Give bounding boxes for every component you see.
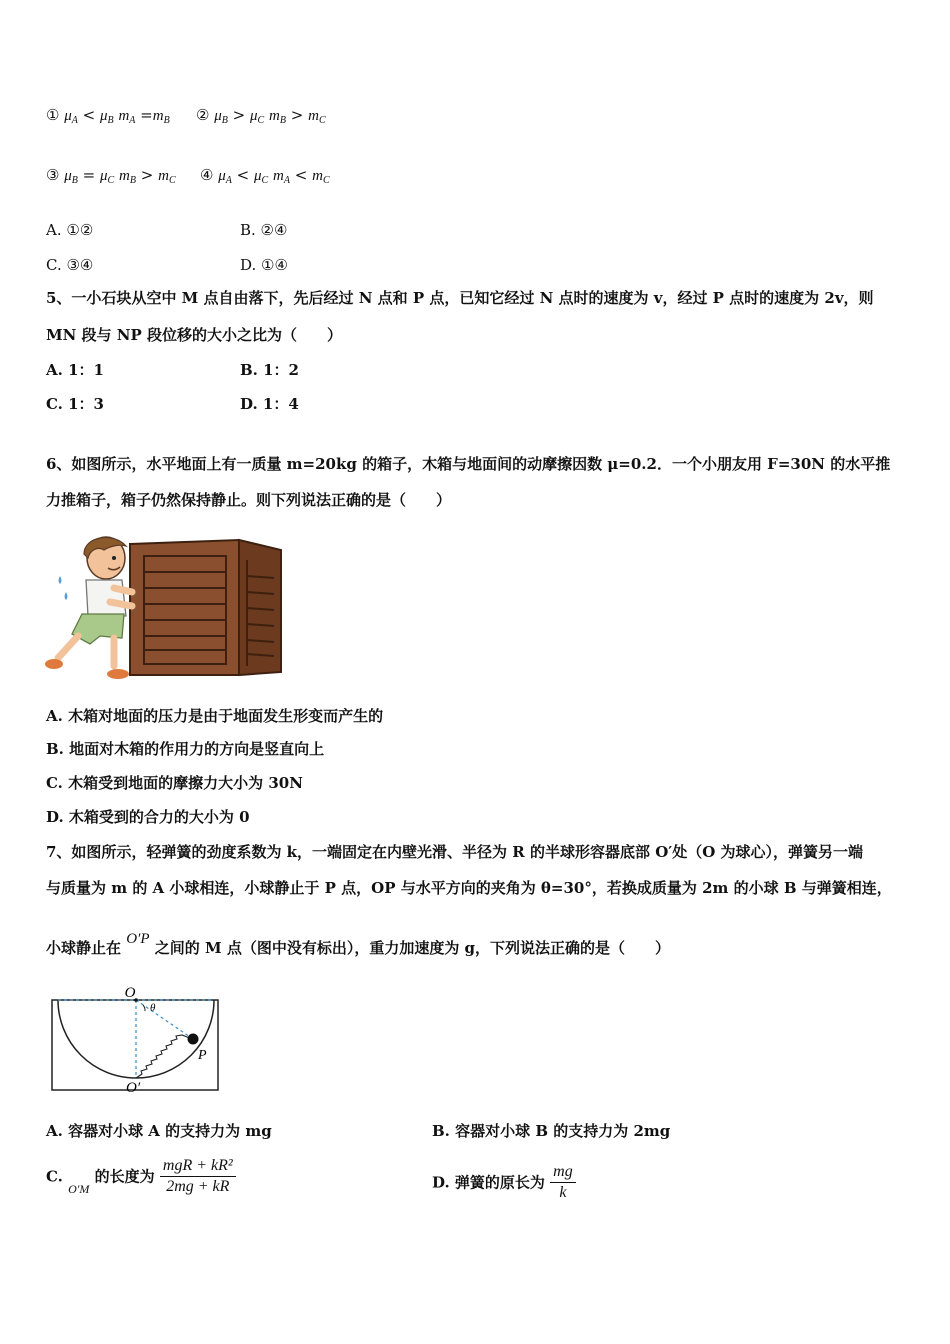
q5-option-a[interactable]: A. 1：1 (46, 361, 104, 379)
q7-option-b[interactable]: B. 容器对小球 B 的支持力为 2mg (432, 1122, 671, 1140)
q7-option-d[interactable]: D. 弹簧的原长为 $\frac{mg}{k}$ (432, 1162, 576, 1203)
label-p: P (198, 1048, 207, 1063)
q6-stem-line-1: 6、如图所示，水平地面上有一质量 m=20kg 的箱子，木箱与地面间的动摩擦因数 μ=0.2．一个小朋友用 F=30N 的水平推 (46, 455, 891, 473)
q6-option-d[interactable]: D. 木箱受到的合力的大小为 0 (46, 808, 250, 826)
label-o-prime: O′ (126, 1080, 141, 1094)
q7-option-c[interactable]: C. $_{O'M}$ 的长度为 $\frac{\text{mgR + kR²}}{2mg + kR}$ (46, 1156, 236, 1197)
q5-option-b[interactable]: B. 1：2 (240, 361, 299, 379)
q4-option-c[interactable]: C. ③④ (46, 256, 94, 274)
bowl-spring-figure (46, 982, 226, 1094)
condition-4: ④ $\mu_A < \mu_C$ $m_A < m_C$ (200, 166, 330, 186)
q4-option-b[interactable]: B. ②④ (240, 221, 288, 239)
q6-option-c[interactable]: C. 木箱受到地面的摩擦力大小为 30N (46, 774, 303, 792)
q7-stem-line-2: 与质量为 m 的 A 小球相连，小球静止于 P 点，OP 与水平方向的夹角为 θ=30°，若换成质量为 2m 的小球 B 与弹簧相连， (46, 879, 892, 897)
condition-mark: ② (196, 106, 210, 124)
q5-option-c[interactable]: C. 1：3 (46, 395, 104, 413)
condition-mark: ③ (46, 166, 60, 184)
q5-stem-line-1: 5、一小石块从空中 M 点自由落下，先后经过 N 点和 P 点，已知它经过 N 点时的速度为 v，经过 P 点时的速度为 2v，则 (46, 289, 874, 307)
q6-stem-line-2: 力推箱子，箱子仍然保持静止。则下列说法正确的是（ ） (46, 491, 452, 509)
q4-option-d[interactable]: D. ①④ (240, 256, 288, 274)
condition-mark: ① (46, 106, 60, 124)
q4-option-a[interactable]: A. ①② (46, 221, 94, 239)
q6-option-a[interactable]: A. 木箱对地面的压力是由于地面发生形变而产生的 (46, 707, 384, 725)
condition-3: ③ $\mu_B = \mu_C$ $m_B > m_C$ (46, 166, 176, 186)
segment-o-prime-m: O′M (68, 1181, 90, 1196)
segment-o-prime-p: O′P (126, 931, 150, 947)
q5-option-d[interactable]: D. 1：4 (240, 395, 299, 413)
fraction-spring-length (550, 1162, 576, 1203)
q7-option-a[interactable]: A. 容器对小球 A 的支持力为 mg (46, 1122, 272, 1140)
q6-option-b[interactable]: B. 地面对木箱的作用力的方向是竖直向上 (46, 740, 325, 758)
condition-mark: ④ (200, 166, 214, 184)
condition-1: ① $\mu_A < \mu_B$ $m_A =m_B$ (46, 106, 170, 126)
label-o: O (124, 985, 136, 1001)
fraction-numerator: mgR + kR² (160, 1156, 236, 1177)
condition-2: ② $\mu_B > \mu_C$ $m_B > m_C$ (196, 106, 326, 126)
q7-stem-line-1: 7、如图所示，轻弹簧的劲度系数为 k，一端固定在内壁光滑、半径为 R 的半球形容器底部 O′处（O 为球心），弹簧另一端 (46, 843, 863, 861)
label-theta: θ (150, 1002, 156, 1014)
fraction-denominator: k (559, 1184, 567, 1201)
fraction-denominator: 2mg + kR (166, 1178, 230, 1195)
q7-stem-line-3: 小球静止在 O′P 之间的 M 点（图中没有标出），重力加速度为 g，下列说法正确的是（ ） (46, 931, 671, 957)
fraction-om-length (160, 1156, 236, 1197)
fraction-numerator: mg (550, 1162, 576, 1183)
q5-stem-line-2: MN 段与 NP 段位移的大小之比为（ ） (46, 326, 342, 344)
child-pushing-box-figure (44, 532, 284, 684)
